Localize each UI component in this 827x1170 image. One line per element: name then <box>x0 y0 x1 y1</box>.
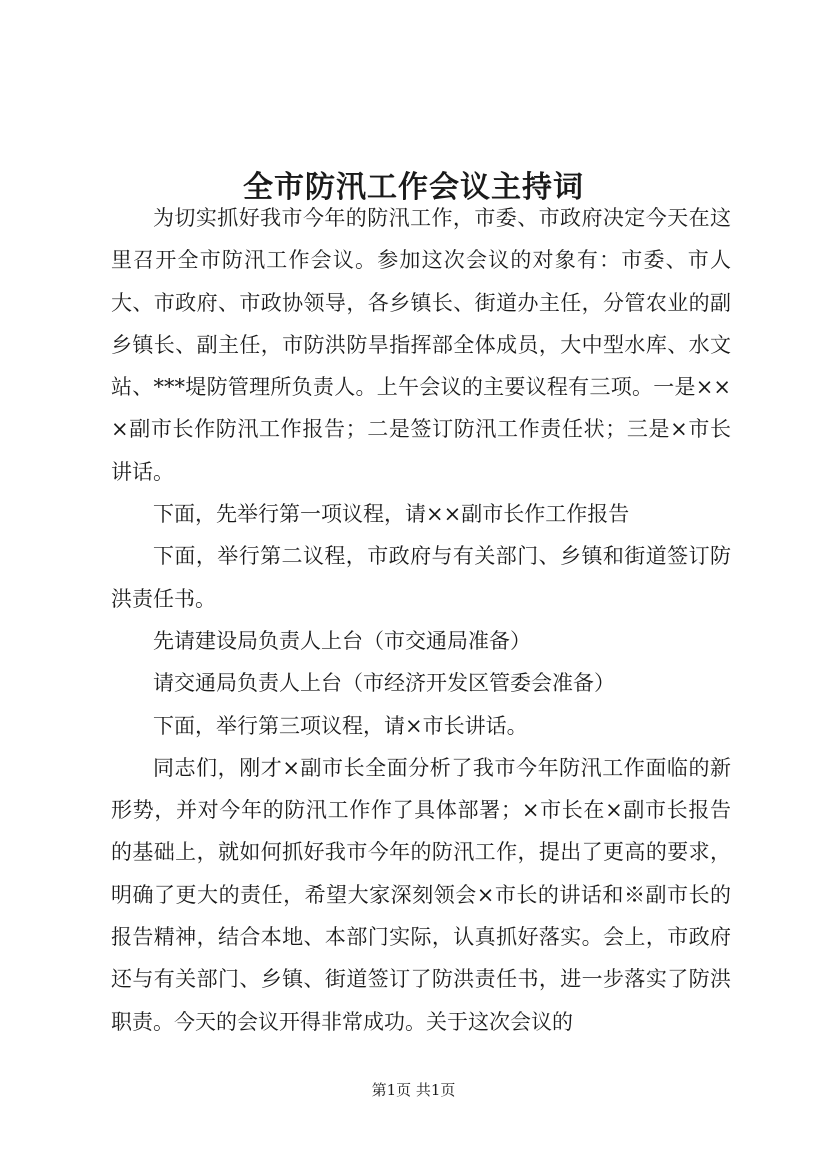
page-number-footer: 第1页 共1页 <box>371 1081 456 1099</box>
document-body <box>111 197 731 1043</box>
paragraph-agenda-3: 下面，举行第三项议程，请×市长讲话。 <box>153 713 528 738</box>
paragraph-transport-bureau: 请交通局负责人上台（市经济开发区管委会准备） <box>153 671 615 696</box>
paragraph-construction-bureau: 先请建设局负责人上台（市交通局准备） <box>153 628 531 653</box>
paragraph-intro: 为切实抓好我市今年的防汛工作，市委、市政府决定今天在这里召开全市防汛工作会议。参加这次会议的对象有：市委、市人大、市政府、市政协领导，各乡镇长、街道办主任，分管农业的副乡镇长、副主任，市防洪防旱指挥部全体成员，大中型水库、水文站、***堤防管理所负责人。上午会议的主要议程有三项。一是×××副市长作防汛工作报告；二是签订防汛工作责任状；三是×市长讲话。 <box>111 206 731 484</box>
paragraph-closing: 同志们，刚才×副市长全面分析了我市今年防汛工作面临的新形势，并对今年的防汛工作作了具体部署；×市长在×副市长报告的基础上，就如何抓好我市今年的防汛工作，提出了更高的要求，明确了更大的责任，希望大家深刻领会×市长的讲话和※副市长的报告精神，结合本地、本部门实际，认真抓好落实。会上，市政府还与有关部门、乡镇、街道签订了防洪责任书，进一步落实了防洪职责。今天的会议开得非常成功。关于这次会议的 <box>111 755 731 1034</box>
document-title: 全市防汛工作会议主持词 <box>243 170 584 206</box>
paragraph-agenda-1: 下面，先举行第一项议程，请××副市长作工作报告 <box>153 502 630 527</box>
paragraph-agenda-2: 下面，举行第二议程，市政府与有关部门、乡镇和街道签订防洪责任书。 <box>111 544 731 611</box>
